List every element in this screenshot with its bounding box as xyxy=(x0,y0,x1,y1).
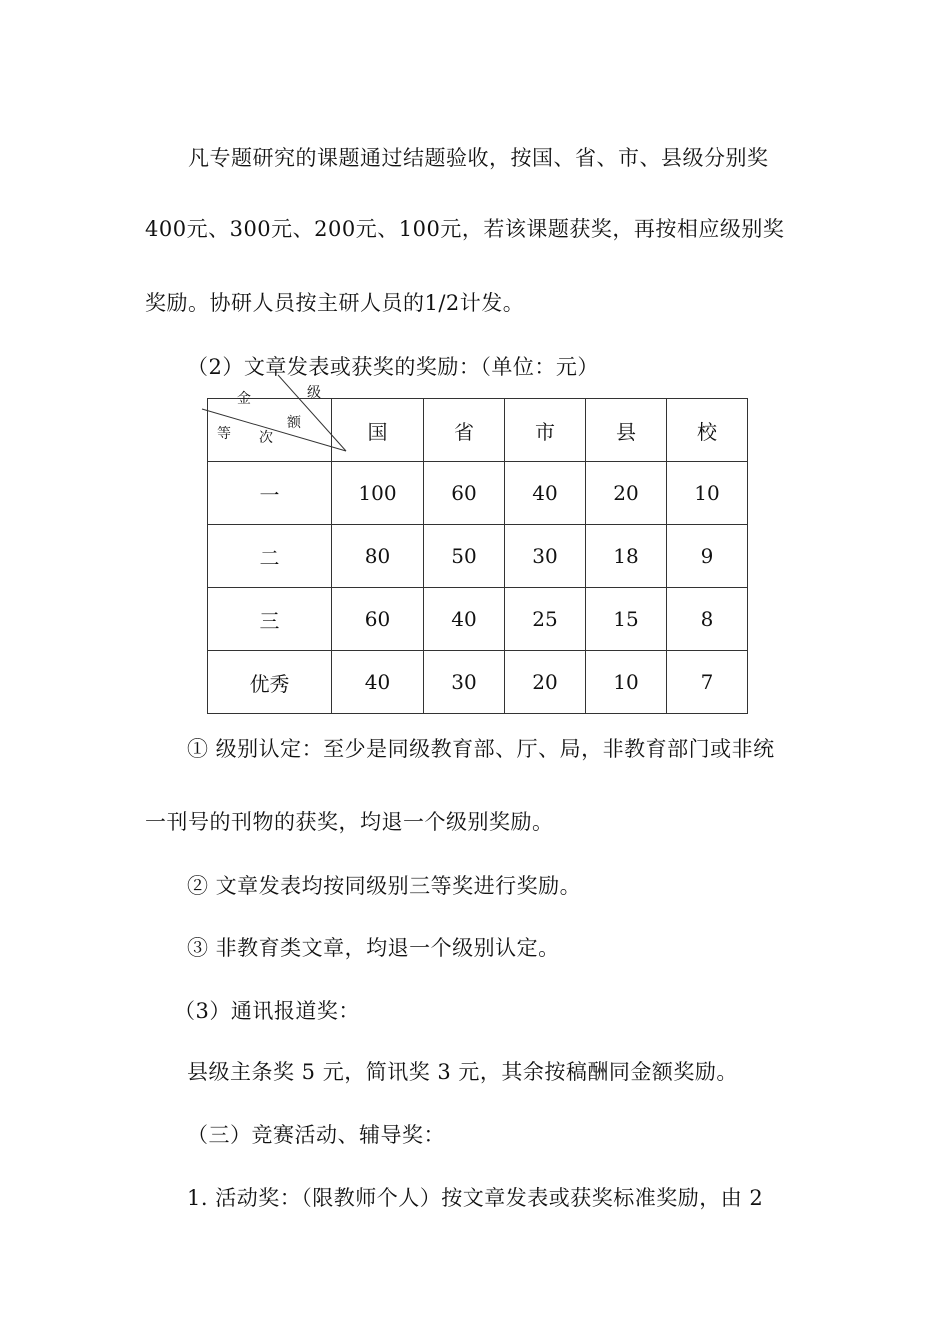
table-row xyxy=(208,525,748,588)
award-table xyxy=(207,385,748,714)
row-label: 三 xyxy=(208,588,332,651)
table-cell: 9 xyxy=(667,525,748,588)
paragraph-1-line-2: 400元、300元、200元、100元，若该课题获奖，再按相应级别奖 xyxy=(145,217,785,241)
table-header-row xyxy=(208,399,748,462)
note-1-line-2: 一刊号的刊物的获奖，均退一个级别奖励。 xyxy=(145,810,554,834)
corner-label-grade: 等 xyxy=(217,426,231,442)
table-cell: 30 xyxy=(424,651,505,714)
table-cell: 8 xyxy=(667,588,748,651)
header-cell: 省 xyxy=(424,399,505,462)
corner-label-level: 级 xyxy=(307,385,321,401)
row-label: 一 xyxy=(208,462,332,525)
header-cell: 校 xyxy=(667,399,748,462)
corner-label-gold: 金 xyxy=(237,391,251,407)
table-cell: 15 xyxy=(586,588,667,651)
table-row xyxy=(208,588,748,651)
table-cell: 100 xyxy=(332,462,424,525)
table-cell: 10 xyxy=(667,462,748,525)
table-row xyxy=(208,651,748,714)
table-cell: 40 xyxy=(505,462,586,525)
corner-label-rank: 次 xyxy=(259,430,273,446)
table-cell: 50 xyxy=(424,525,505,588)
corner-label-amount: 额 xyxy=(287,415,301,431)
section-3-title: （3）通讯报道奖： xyxy=(174,999,360,1023)
header-cell: 国 xyxy=(332,399,424,462)
row-label: 二 xyxy=(208,525,332,588)
table-cell: 10 xyxy=(586,651,667,714)
table-cell: 30 xyxy=(505,525,586,588)
table-cell: 20 xyxy=(586,462,667,525)
corner-cell xyxy=(208,385,332,462)
table-cell: 60 xyxy=(424,462,505,525)
header-cell: 县 xyxy=(586,399,667,462)
note-1-line-1: ① 级别认定：至少是同级教育部、厅、局，非教育部门或非统 xyxy=(187,737,775,761)
table-cell: 20 xyxy=(505,651,586,714)
table-cell: 60 xyxy=(332,588,424,651)
table-row xyxy=(208,462,748,525)
table-cell: 40 xyxy=(424,588,505,651)
table-cell: 25 xyxy=(505,588,586,651)
table-cell: 40 xyxy=(332,651,424,714)
paragraph-1-line-1: 凡专题研究的课题通过结题验收，按国、省、市、县级分别奖 xyxy=(188,146,769,170)
table-cell: 80 xyxy=(332,525,424,588)
table-cell: 7 xyxy=(667,651,748,714)
row-label: 优秀 xyxy=(208,651,332,714)
note-2: ② 文章发表均按同级别三等奖进行奖励。 xyxy=(187,874,582,898)
section-2-title: （2）文章发表或获奖的奖励：（单位：元） xyxy=(187,355,599,379)
note-3: ③ 非教育类文章，均退一个级别认定。 xyxy=(187,936,560,960)
section-three-title: （三）竞赛活动、辅导奖： xyxy=(187,1123,445,1147)
paragraph-1-line-3: 奖励。协研人员按主研人员的1/2计发。 xyxy=(145,291,525,315)
header-cell: 市 xyxy=(505,399,586,462)
table-cell: 18 xyxy=(586,525,667,588)
section-3-body: 县级主条奖 5 元，简讯奖 3 元，其余按稿酬同金额奖励。 xyxy=(187,1060,738,1084)
activity-award-line: 1. 活动奖：（限教师个人）按文章发表或获奖标准奖励，由 2 xyxy=(187,1186,764,1210)
